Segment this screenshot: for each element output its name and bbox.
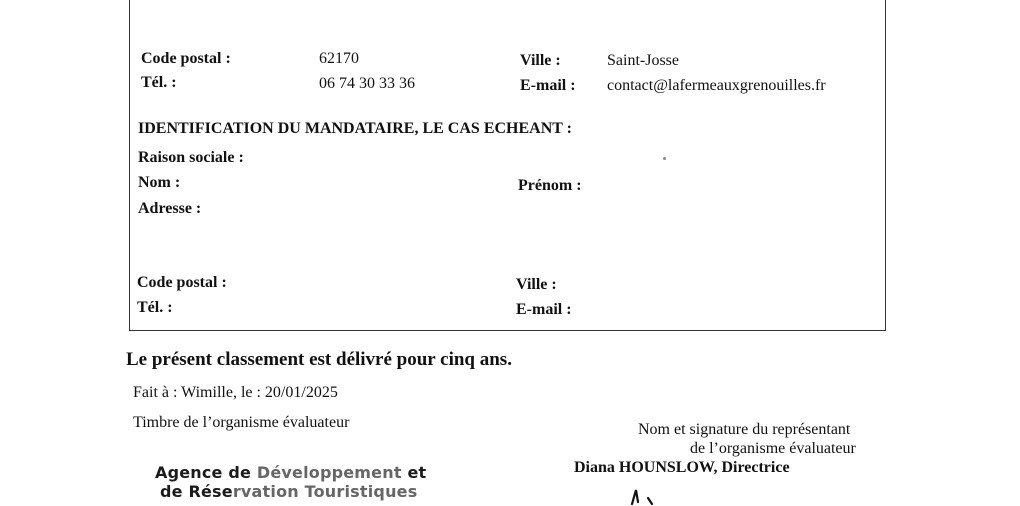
owner-city-value: Saint-Josse [607,52,679,69]
speck [663,157,666,160]
owner-email-label: E-mail : [520,77,576,94]
mandataire-address-label: Adresse : [138,200,202,217]
stamp-text-part: Développement [256,463,402,482]
owner-postal-code-value: 62170 [319,50,359,67]
stamp-text-part: Agence de [155,463,257,482]
mandataire-heading: IDENTIFICATION DU MANDATAIRE, LE CAS ECHEANT : [138,120,572,137]
stamp-label: Timbre de l’organisme évaluateur [133,414,350,431]
mandataire-email-label: E-mail : [516,301,572,318]
owner-email-value: contact@lafermeauxgrenouilles.fr [607,77,826,94]
owner-phone-value: 06 74 30 33 36 [319,75,415,92]
owner-postal-code-label: Code postal : [141,50,231,67]
done-at-line: Fait à : Wimille, le : 20/01/2025 [133,384,338,401]
owner-phone-label: Tél. : [141,74,177,91]
representative-label-line2: de l’organisme évaluateur [690,440,856,457]
representative-name: Diana HOUNSLOW, Directrice [574,459,790,476]
mandataire-city-label: Ville : [516,276,557,293]
mandataire-phone-label: Tél. : [137,299,173,316]
mandataire-lastname-label: Nom : [138,174,181,191]
mandataire-firstname-label: Prénom : [518,177,582,194]
agency-stamp-line1 [155,463,426,482]
validity-statement: Le présent classement est délivré pour cinq ans. [126,349,512,370]
stamp-text-part: de Rése [160,482,233,501]
stamp-text-part: et [401,463,427,482]
stamp-text-part: rvation Touristiques [232,482,418,501]
signature-mark [628,486,678,506]
agency-stamp-line2 [160,482,417,501]
mandataire-postal-code-label: Code postal : [137,274,227,291]
owner-city-label: Ville : [520,52,561,69]
representative-label-line1: Nom et signature du représentant [638,421,851,438]
mandataire-company-label: Raison sociale : [138,149,244,166]
